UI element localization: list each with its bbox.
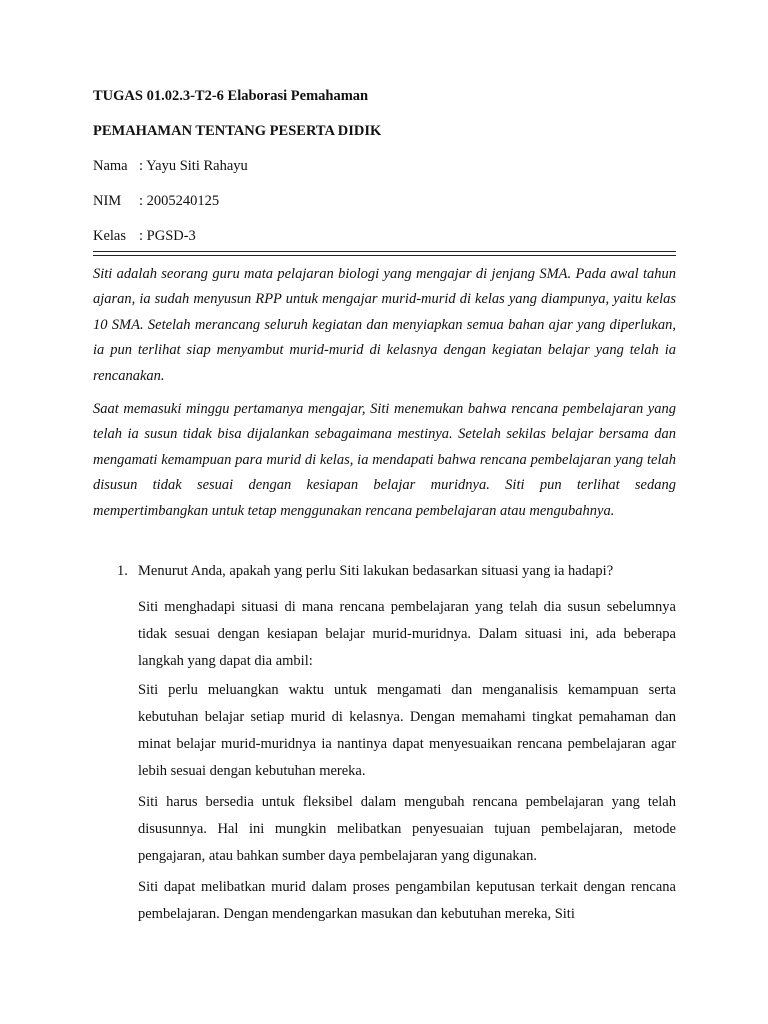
question-text: Menurut Anda, apakah yang perlu Siti lakukan bedasarkan situasi yang ia hadapi? <box>138 563 614 579</box>
identity-label: Nama <box>93 158 128 174</box>
identity-value: : 2005240125 <box>139 193 220 209</box>
document-subtitle: PEMAHAMAN TENTANG PESERTA DIDIK <box>93 123 382 139</box>
identity-row-kelas <box>93 228 196 245</box>
case-study-paragraph: Saat memasuki minggu pertamanya mengajar, Siti menemukan bahwa rencana pembelajaran yang telah ia susun tidak bisa dijalankan sebagaimana mestinya. Setelah sekilas belajar bersama dan mengamati kemampuan para murid di kelas, ia mendapati bahwa rencana pembelajaran yang telah disusun tidak sesuai dengan kesiapan belajar muridnya. Siti pun terlihat sedang mempertimbangkan untuk tetap menggunakan rencana pembelajaran atau mengubahnya. <box>93 401 676 519</box>
case-study-paragraph: Siti adalah seorang guru mata pelajaran biologi yang mengajar di jenjang SMA. Pada awal tahun ajaran, ia sudah menyusun RPP untuk mengajar murid-murid di kelas yang diampunya, yaitu kelas 10 SMA. Setelah merancang seluruh kegiatan dan menyiapkan semua bahan ajar yang diperlukan, ia pun terlihat siap menyambut murid-murid di kelasnya dengan kegiatan belajar yang telah ia rencanakan. <box>93 266 676 384</box>
answer-paragraph: Siti menghadapi situasi di mana rencana pembelajaran yang telah dia susun sebelumnya tidak sesuai dengan kesiapan belajar murid-muridnya. Dalam situasi ini, ada beberapa langkah yang dapat dia ambil: <box>138 599 676 669</box>
answer-paragraph: Siti perlu meluangkan waktu untuk mengamati dan menganalisis kemampuan serta kebutuhan belajar setiap murid di kelasnya. Dengan memahami tingkat pemahaman dan minat belajar murid-muridnya ia nantinya dapat menyesuaikan rencana pembelajaran agar lebih sesuai dengan kebutuhan mereka. <box>138 682 676 779</box>
question-number: 1. <box>117 563 128 579</box>
question-item <box>93 563 676 580</box>
identity-row-name <box>93 158 248 175</box>
identity-row-nim <box>93 193 219 210</box>
double-divider <box>93 251 676 256</box>
identity-value: : PGSD-3 <box>139 228 196 244</box>
answer-paragraph: Siti dapat melibatkan murid dalam proses pengambilan keputusan terkait dengan rencana pembelajaran. Dengan mendengarkan masukan dan kebutuhan mereka, Siti <box>138 879 676 922</box>
answer-paragraph: Siti harus bersedia untuk fleksibel dalam mengubah rencana pembelajaran yang telah disusunnya. Hal ini mungkin melibatkan penyesuaian tujuan pembelajaran, metode pengajaran, atau bahkan sumber daya pembelajaran yang digunakan. <box>138 794 676 864</box>
document-title: TUGAS 01.02.3-T2-6 Elaborasi Pemahaman <box>93 88 369 104</box>
identity-value: : Yayu Siti Rahayu <box>139 158 248 174</box>
identity-label: NIM <box>93 193 122 209</box>
identity-label: Kelas <box>93 228 127 244</box>
